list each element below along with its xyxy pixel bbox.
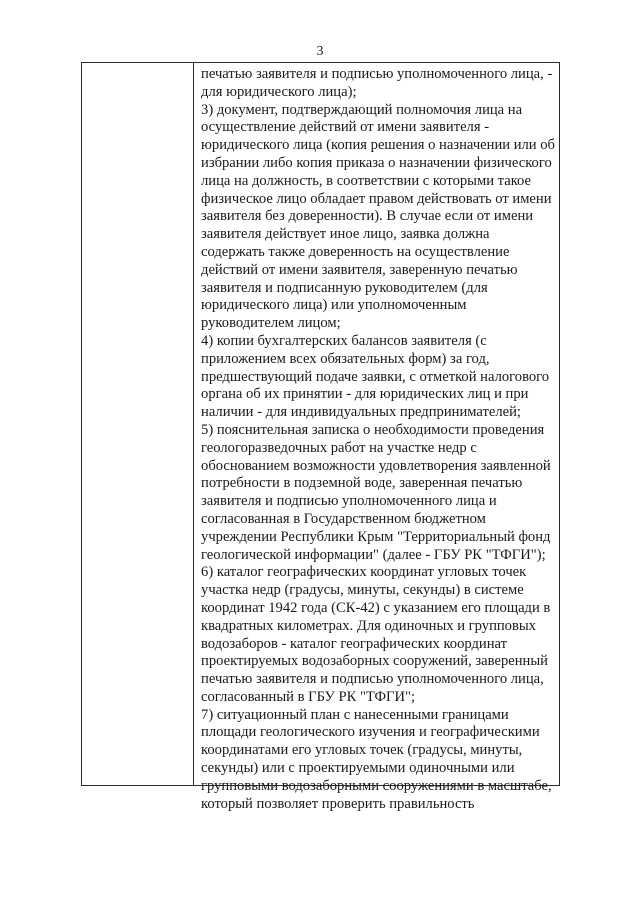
text-line: предшествующий подаче заявки, с отметкой налогового: [201, 368, 550, 385]
text-line: 7) ситуационный план с нанесенными границами: [201, 706, 509, 723]
text-line: заявителя действует иное лицо, заявка должна: [201, 226, 490, 243]
text-line: согласованный в ГБУ РК "ТФГИ";: [201, 688, 416, 705]
text-line: геологоразведочных работ на участке недр с: [201, 439, 477, 456]
text-line: учреждении Республики Крым "Территориальный фонд: [201, 528, 551, 545]
text-line: печатью заявителя и подписью уполномоченного лица,: [201, 671, 544, 688]
text-line: участка недр (градусы, минуты, секунды) в системе: [201, 582, 524, 599]
text-line: лица на должность, в соответствии с которыми такое: [201, 172, 531, 189]
text-line: который позволяет проверить правильность: [201, 795, 475, 812]
table-right-cell: [194, 63, 559, 812]
text-line: содержать также доверенность на осуществление: [201, 243, 510, 260]
text-line: заявителя и подписью уполномоченного лица и: [201, 493, 497, 510]
text-line: 3) документ, подтверждающий полномочия лица на: [201, 101, 523, 118]
text-line: осуществление действий от имени заявителя -: [201, 119, 490, 136]
text-line: водозаборов - каталог географических координат: [201, 635, 508, 652]
text-line: согласованная в Государственном бюджетном: [201, 510, 486, 527]
page-number: 3: [316, 44, 324, 59]
text-line: обоснованием возможности удовлетворения заявленной: [201, 457, 551, 474]
text-line: печатью заявителя и подписью уполномоченного лица, -: [201, 66, 553, 82]
text-line: органа об их принятии - для юридических лиц и при: [201, 386, 529, 403]
text-line: групповыми водозаборными сооружениями в масштабе,: [201, 777, 552, 794]
text-line: приложением всех обязательных форм) за год,: [201, 350, 490, 367]
text-line: 6) каталог географических координат угловых точек: [201, 564, 527, 581]
text-line: наличии - для индивидуальных предпринимателей;: [201, 404, 521, 421]
table-left-cell: [82, 63, 194, 785]
text-line: 5) пояснительная записка о необходимости проведения: [201, 421, 545, 438]
document-table: [81, 62, 560, 812]
text-line: заявителя и подписанную руководителем (для: [201, 279, 488, 296]
text-line: действий от имени заявителя, заверенную печатью: [201, 261, 518, 278]
text-line: геологической информации" (далее - ГБУ РК "ТФГИ");: [201, 546, 546, 563]
text-line: физическое лицо обладает правом действовать от имени: [201, 190, 552, 207]
text-line: координатами его угловых точек (градусы, минуты,: [201, 742, 523, 759]
text-line: потребности в подземной воде, заверенная печатью: [201, 475, 523, 492]
text-line: секунды) или с проектируемыми одиночными или: [201, 760, 515, 777]
text-line: юридического лица) или уполномоченным: [201, 297, 467, 314]
text-line: квадратных километрах. Для одиночных и групповых: [201, 617, 536, 634]
text-line: для юридического лица);: [201, 83, 357, 100]
text-line: руководителем лицом;: [201, 315, 341, 332]
text-line: площади геологического изучения и географическими: [201, 724, 540, 741]
text-line: 4) копии бухгалтерских балансов заявителя (с: [201, 332, 487, 349]
text-line: избрании либо копия приказа о назначении физического: [201, 154, 552, 171]
text-line: координат 1942 года (СК-42) с указанием его площади в: [201, 599, 551, 616]
text-line: проектируемых водозаборных сооружений, заверенный: [201, 653, 548, 670]
text-line: заявителя без доверенности). В случае если от имени: [201, 208, 534, 225]
text-line: юридического лица (копия решения о назначении или об: [201, 137, 555, 154]
